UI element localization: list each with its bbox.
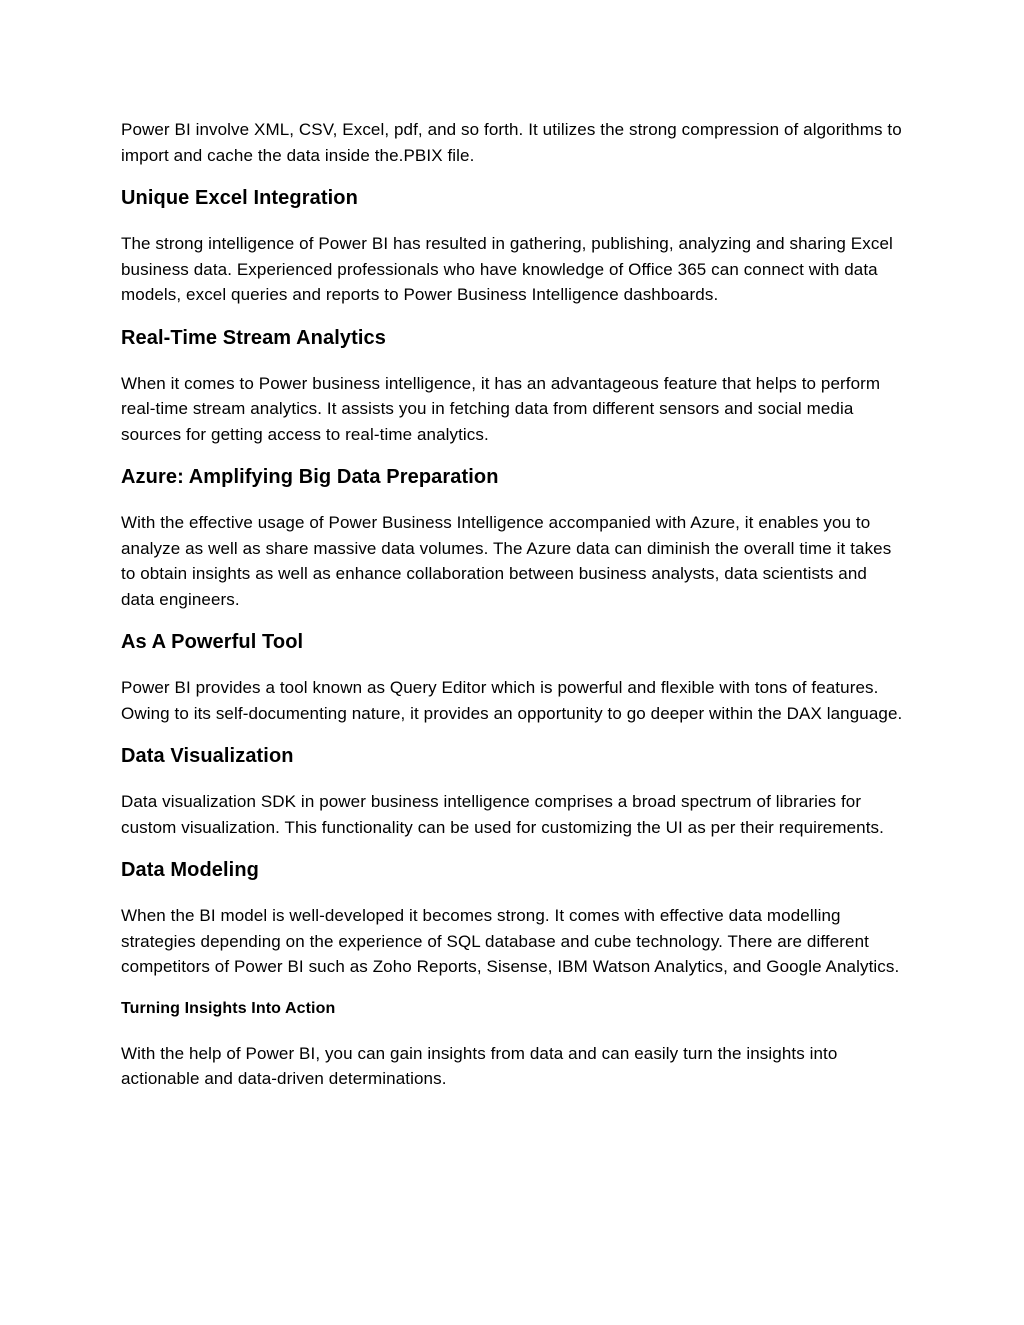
heading-data-visualization: Data Visualization — [121, 745, 294, 767]
subheading-turning-insights-into-action: Turning Insights Into Action — [121, 999, 336, 1017]
heading-data-modeling: Data Modeling — [121, 859, 259, 881]
heading-azure-big-data-preparation: Azure: Amplifying Big Data Preparation — [121, 466, 499, 488]
heading-unique-excel-integration: Unique Excel Integration — [121, 187, 358, 209]
heading-as-a-powerful-tool: As A Powerful Tool — [121, 631, 304, 653]
paragraph-data-modeling: When the BI model is well-developed it becomes strong. It comes with effective data modelling strategies depending on the experience of SQL database and cube technology. There are different competitors of Power BI such as Zoho Reports, Sisense, IBM Watson Analytics, and Google Analytics. — [121, 906, 900, 976]
paragraph-azure-big-data-preparation: With the effective usage of Power Business Intelligence accompanied with Azure, it enables you to analyze as well as share massive data volumes. The Azure data can diminish the overall time it takes to obtain insights as well as enhance collaboration between business analysts, data scientists and data engineers. — [121, 513, 892, 609]
paragraph-turning-insights-into-action: With the help of Power BI, you can gain insights from data and can easily turn the insights into actionable and data-driven determinations. — [121, 1043, 838, 1088]
paragraph-query-editor: Power BI provides a tool known as Query Editor which is powerful and flexible with tons of features. Owing to its self-documenting nature, it provides an opportunity to go deeper within the DAX language. — [121, 678, 903, 723]
paragraph-excel-integration: The strong intelligence of Power BI has resulted in gathering, publishing, analyzing and sharing Excel business data. Experienced professionals who have knowledge of Office 365 can connect with data models, excel queries and reports to Power Business Intelligence dashboards. — [121, 234, 893, 304]
paragraph-file-formats: Power BI involve XML, CSV, Excel, pdf, and so forth. It utilizes the strong compression of algorithms to import and cache the data inside the.PBIX file. — [121, 120, 902, 165]
heading-real-time-stream-analytics: Real-Time Stream Analytics — [121, 326, 386, 349]
paragraph-real-time-stream-analytics: When it comes to Power business intelligence, it has an advantageous feature that helps to perform real-time stream analytics. It assists you in fetching data from different sensors and social media sources for getting access to real-time analytics. — [121, 373, 881, 444]
paragraph-data-visualization: Data visualization SDK in power business intelligence comprises a broad spectrum of libraries for custom visualization. This functionality can be used for customizing the UI as per their requirements. — [121, 792, 884, 837]
